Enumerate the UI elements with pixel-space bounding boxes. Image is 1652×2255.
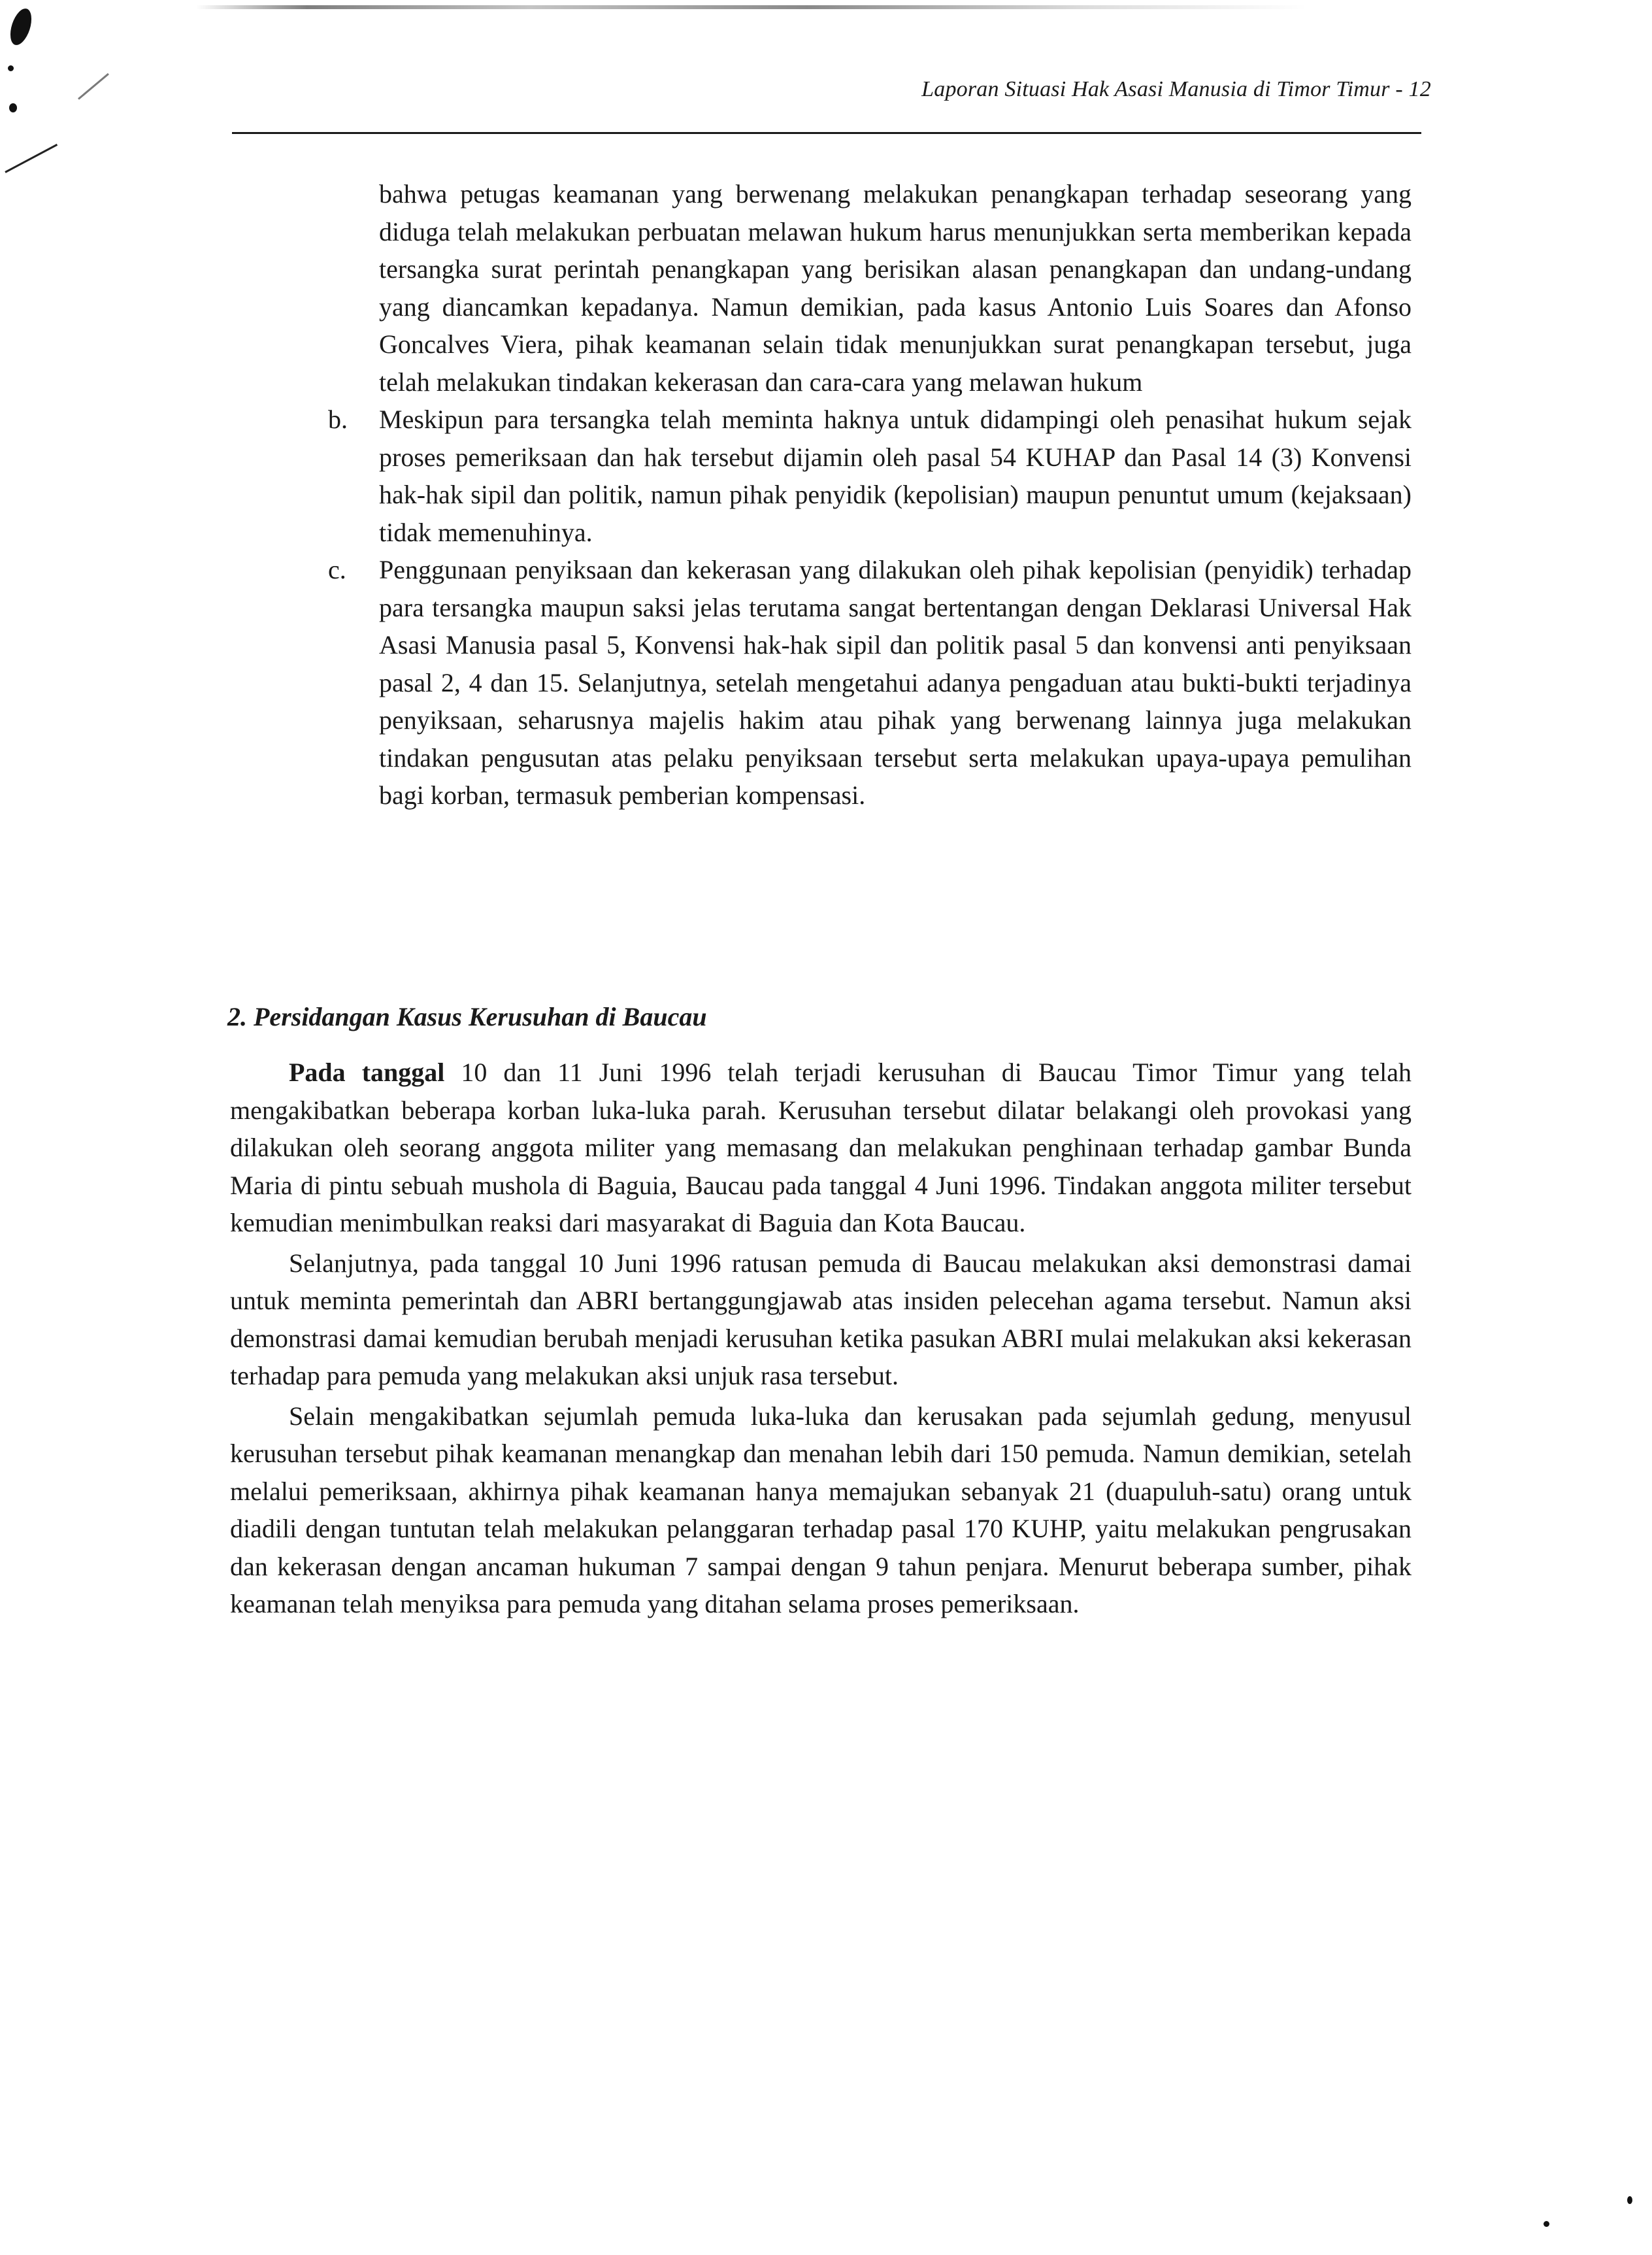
list-item-text: Meskipun para tersangka telah meminta haknya untuk didampingi oleh penasihat hukum sejak proses pemeriksaan dan hak tersebut dijamin oleh pasal 54 KUHAP dan Pasal 14 (3) Konvensi hak-hak sipil dan politik, namun pihak penyidik (kepolisian) maupun penuntut umum (kejaksaan) tidak memenuhinya. [379, 405, 1412, 547]
lettered-list [328, 175, 1412, 814]
scan-edge-artifact [196, 5, 1307, 9]
body-paragraph [230, 1244, 1412, 1395]
list-item-c [328, 551, 1412, 814]
scan-dot-mark [1544, 2221, 1549, 2227]
paragraph-text: 10 dan 11 Juni 1996 telah terjadi kerusuhan di Baucau Timor Timur yang telah mengakibatkan beberapa korban luka-luka parah. Kerusuhan tersebut dilatar belakangi oleh provokasi yang dilakukan oleh seorang anggota militer yang memasang dan melakukan penghinaan terhadap gambar Bunda Maria di pintu sebuah mushola di Baguia, Baucau pada tanggal 4 Juni 1996. Tindakan anggota militer tersebut kemudian menimbulkan reaksi dari masyarakat di Baguia dan Kota Baucau. [230, 1058, 1412, 1237]
list-item-marker: c. [328, 555, 346, 584]
paragraph-text: Selanjutnya, pada tanggal 10 Juni 1996 ratusan pemuda di Baucau melakukan aksi demonstrasi damai untuk meminta pemerintah dan ABRI bertanggungjawab atas insiden pelecehan agama tersebut. Namun aksi demonstrasi damai kemudian berubah menjadi kerusuhan ketika pasukan ABRI mulai melakukan aksi kekerasan terhadap para pemuda yang melakukan aksi unjuk rasa tersebut. [230, 1248, 1412, 1390]
list-item-continuation [379, 175, 1412, 401]
paragraph-lead-bold: Pada tanggal [289, 1058, 445, 1087]
list-item-b [328, 401, 1412, 551]
scan-stroke-mark [78, 73, 109, 100]
paragraph-text: Selain mengakibatkan sejumlah pemuda luka-luka dan kerusakan pada sejumlah gedung, menyusul kerusuhan tersebut pihak keamanan menangkap dan menahan lebih dari 150 pemuda. Namun demikian, setelah melalui pemeriksaan, akhirnya pihak keamanan hanya memajukan sebanyak 21 (duapuluh-satu) orang untuk diadili dengan tuntutan telah melakukan pelanggaran terhadap pasal 170 KUHP, yaitu melakukan pengrusakan dan kekerasan dengan ancaman hukuman 7 sampai dengan 9 tahun penjara. Menurut beberapa sumber, pihak keamanan telah menyiksa para pemuda yang ditahan selama proses pemeriksaan. [230, 1401, 1412, 1618]
scan-blot-mark [7, 6, 36, 48]
section-heading: 2. Persidangan Kasus Kerusuhan di Baucau [227, 1002, 707, 1031]
list-item-text: bahwa petugas keamanan yang berwenang melakukan penangkapan terhadap seseorang yang diduga telah melakukan perbuatan melawan hukum harus menunjukkan serta memberikan kepada tersangka surat perintah penangkapan yang berisikan alasan penangkapan dan undang-undang yang diancamkan kepadanya. Namun demikian, pada kasus Antonio Luis Soares dan Afonso Goncalves Viera, pihak keamanan selain tidak menunjukkan surat penangkapan tersebut, juga telah melakukan tindakan kekerasan dan cara-cara yang melawan hukum [379, 179, 1412, 397]
scan-dot-mark [1627, 2196, 1632, 2204]
scan-dot-mark [8, 65, 14, 71]
list-item-text: Penggunaan penyiksaan dan kekerasan yang dilakukan oleh pihak kepolisian (penyidik) terhadap para tersangka maupun saksi jelas terutama sangat bertentangan dengan Deklarasi Universal Hak Asasi Manusia pasal 5, Konvensi hak-hak sipil dan politik pasal 5 dan konvensi anti penyiksaan pasal 2, 4 dan 15. Selanjutnya, setelah mengetahui adanya pengaduan atau bukti-bukti terjadinya penyiksaan, seharusnya majelis hakim atau pihak yang berwenang lainnya juga melakukan tindakan pengusutan atas pelaku penyiksaan tersebut serta melakukan upaya-upaya pemulihan bagi korban, termasuk pemberian kompensasi. [379, 555, 1412, 810]
list-item-marker: b. [328, 405, 348, 434]
scan-dot-mark [9, 103, 17, 112]
header-rule [232, 132, 1421, 134]
scan-stroke-mark [5, 144, 58, 173]
body-paragraph [230, 1397, 1412, 1623]
running-header: Laporan Situasi Hak Asasi Manusia di Timor Timur - 12 [921, 77, 1431, 101]
section-body [230, 1054, 1412, 1626]
body-paragraph [230, 1054, 1412, 1242]
